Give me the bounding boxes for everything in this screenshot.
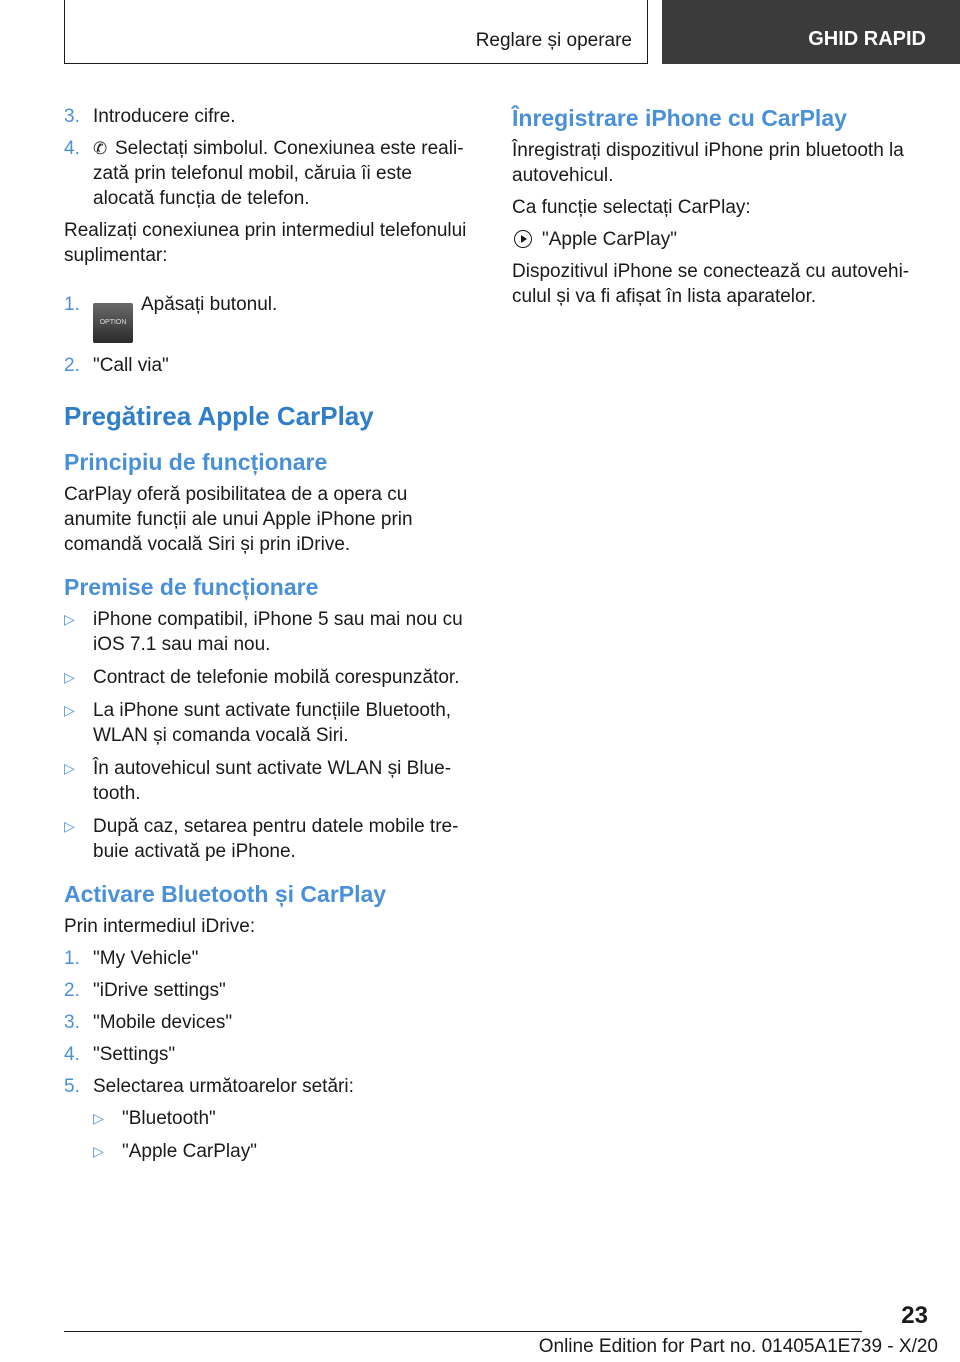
paragraph: Ca funcție selectați CarPlay: [512, 197, 751, 218]
list-item [64, 756, 478, 806]
triangle-bullet-icon: ▷ [64, 611, 75, 627]
subsection-heading: Activare Bluetooth și CarPlay [64, 881, 387, 907]
phone-icon: ✆ [93, 139, 108, 158]
list-item [64, 814, 478, 864]
header-badge [662, 0, 960, 64]
step-number: 1. [64, 294, 80, 315]
paragraph: Prin intermediul iDrive: [64, 916, 256, 937]
list-item [64, 698, 478, 748]
footer-edition: Online Edition for Part no. 01405A1E739 - X/20 [538, 1336, 938, 1357]
page-number: 23 [901, 1302, 928, 1329]
list-item [64, 946, 478, 971]
list-item [64, 665, 478, 690]
paragraph: CarPlay oferă posibilitatea de a opera cu anumite funcții ale unui Apple iPhone prin comandă vocală Siri și prin iDrive. [64, 484, 413, 555]
triangle-bullet-icon: ▷ [93, 1110, 104, 1126]
step-text: Selectarea următoarelor setări: [93, 1076, 354, 1097]
activate-steps [64, 946, 478, 1099]
step-text-wrap [93, 292, 478, 343]
step-text: Selectați simbolul. Conexiunea este realizată prin telefonul mobil, căruia îi este alocată funcția de telefon. [93, 138, 464, 209]
step-text-wrap [93, 136, 478, 211]
subsection-heading: Înregistrare iPhone cu CarPlay [512, 105, 847, 131]
list-item [64, 136, 478, 211]
list-item [64, 1010, 478, 1035]
list-item [64, 978, 478, 1003]
step-number: 2. [64, 355, 80, 376]
paragraph: Realizați conexiunea prin intermediul telefonului suplimentar: [64, 220, 467, 266]
right-column [512, 104, 912, 316]
step-number: 2. [64, 980, 80, 1001]
bullet-text: La iPhone sunt activate funcțiile Bluetooth, WLAN și comanda vocală Siri. [93, 700, 452, 746]
carplay-item [512, 227, 912, 252]
list-item [64, 1074, 478, 1099]
bullet-text: "Apple CarPlay" [122, 1141, 257, 1162]
step-text: "My Vehicle" [93, 948, 199, 969]
step-text: Apăsați butonul. [141, 294, 278, 315]
step-text: "Call via" [93, 355, 169, 376]
step-number: 4. [64, 1044, 80, 1065]
triangle-bullet-icon: ▷ [93, 1143, 104, 1159]
step-number: 5. [64, 1076, 80, 1097]
bullet-text: "Bluetooth" [122, 1108, 216, 1129]
section-heading: Pregătirea Apple CarPlay [64, 401, 374, 431]
step-number: 1. [64, 948, 80, 969]
step-text: "iDrive settings" [93, 980, 226, 1001]
step-number: 3. [64, 1012, 80, 1033]
prereq-list [64, 607, 478, 864]
list-item [64, 292, 478, 343]
step-text: Introducere cifre. [93, 106, 236, 127]
header-section-title: Reglare și operare [475, 30, 632, 51]
play-icon [514, 230, 532, 248]
subsection-heading: Principiu de funcționare [64, 449, 328, 475]
header-badge-label: GHID RAPID [808, 27, 926, 50]
paragraph: Înregistrați dispozitivul iPhone prin bluetooth la autovehicul. [512, 140, 904, 186]
list-item [64, 1042, 478, 1067]
triangle-bullet-icon: ▷ [64, 702, 75, 718]
carplay-item-text: "Apple CarPlay" [542, 229, 677, 250]
triangle-bullet-icon: ▷ [64, 669, 75, 685]
list-item [64, 104, 478, 129]
option-button-icon: OPTION [93, 303, 133, 343]
step-text: "Mobile devices" [93, 1012, 233, 1033]
bullet-text: După caz, setarea pentru datele mobile trebuie activată pe iPhone. [93, 816, 459, 862]
subsection-heading: Premise de funcționare [64, 574, 319, 600]
triangle-bullet-icon: ▷ [64, 818, 75, 834]
list-item [64, 353, 478, 378]
list-item [64, 607, 478, 657]
step-text: "Settings" [93, 1044, 176, 1065]
bullet-text: Contract de telefonie mobilă corespunzător. [93, 667, 460, 688]
triangle-bullet-icon: ▷ [64, 760, 75, 776]
steps-list-a [64, 104, 478, 211]
settings-sublist [93, 1106, 478, 1164]
step-number: 3. [64, 106, 80, 127]
bullet-text: În autovehicul sunt activate WLAN și Bluetooth. [93, 758, 452, 804]
paragraph: Dispozitivul iPhone se conectează cu autovehiculul și va fi afișat în lista aparatelor. [512, 261, 910, 307]
left-column [64, 104, 478, 1172]
list-item [93, 1139, 478, 1164]
footer-divider [64, 1331, 862, 1332]
list-item [93, 1106, 478, 1131]
step-number: 4. [64, 138, 80, 159]
steps-list-b [64, 292, 478, 378]
bullet-text: iPhone compatibil, iPhone 5 sau mai nou cu iOS 7.1 sau mai nou. [93, 609, 463, 655]
